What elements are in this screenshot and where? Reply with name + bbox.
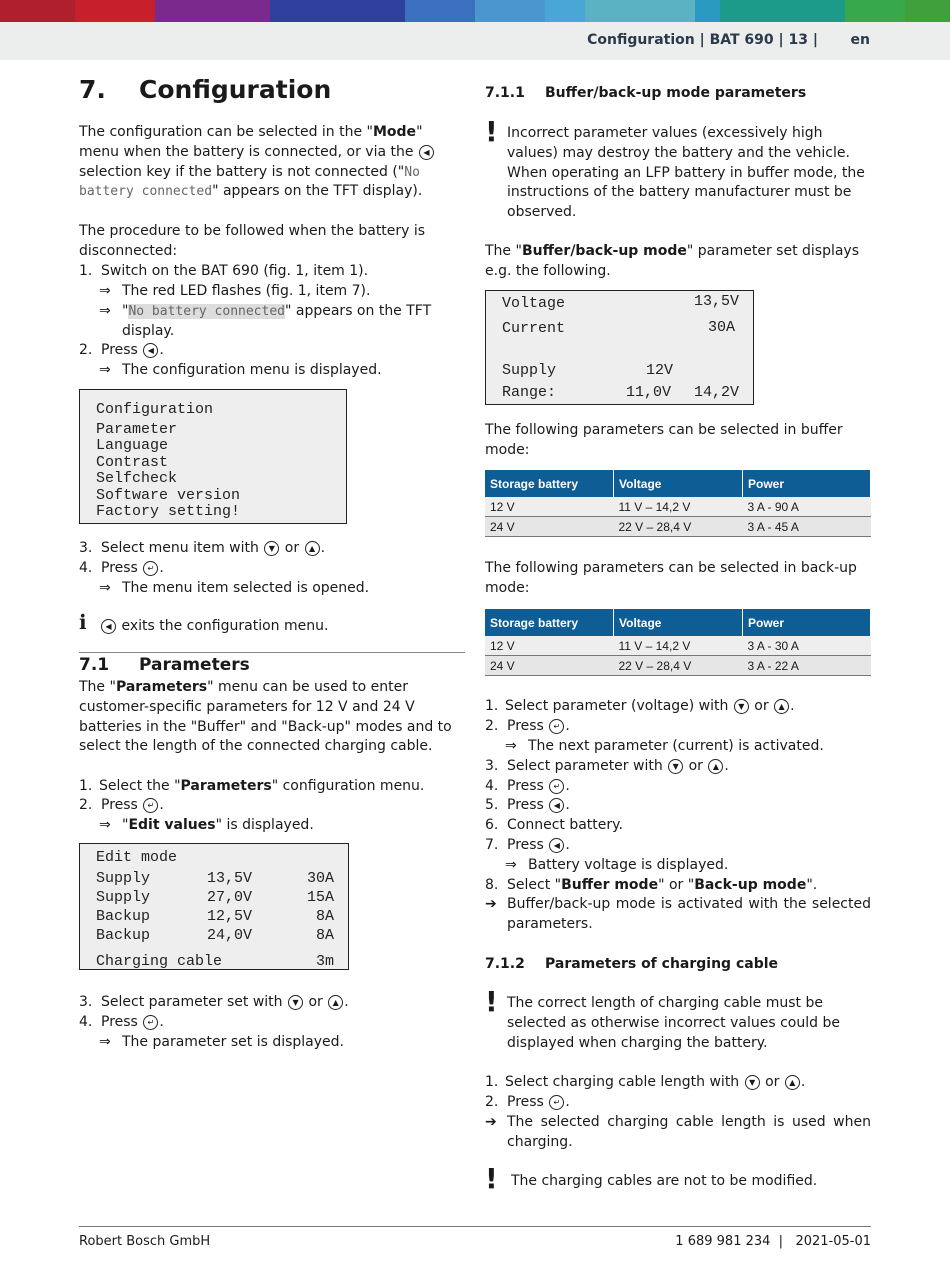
section-divider [79,652,465,653]
table-header: Voltage [614,470,743,497]
up-key-icon: ▲ [785,1075,800,1090]
step-1-result-a: ⇒ The red LED flashes (fig. 1, item 7). [99,283,371,299]
warning-icon: ! [485,115,498,148]
table-header-row [485,470,871,497]
warning-2: The correct length of charging cable must be selected as otherwise incorrect values could be displayed when charging the battery. [507,995,840,1051]
warning-3: The charging cables are not to be modified. [511,1173,818,1189]
up-key-icon: ▲ [328,995,343,1010]
header-language: en [850,32,870,48]
down-key-icon: ▼ [288,995,303,1010]
table-row: 12 V 11 V – 14,2 V 3 A - 30 A [485,636,871,656]
up-key-icon: ▲ [708,759,723,774]
table-header-row [485,609,871,636]
buffer-step-2-result: ⇒ The next parameter (current) is activated. [505,738,824,754]
enter-key-icon: ↵ [549,1095,564,1110]
back-key-icon: ◀ [143,343,158,358]
up-key-icon: ▲ [774,699,789,714]
back-key-icon: ◀ [101,619,116,634]
chapter-number: 7. [79,75,106,104]
warning-icon: ! [485,985,498,1018]
footer-doc-info: 1 689 981 234 | 2021-05-01 [675,1234,871,1249]
warning-icon: ! [485,1162,498,1195]
table-header: Storage battery [485,470,614,497]
table-header: Storage battery [485,609,614,636]
lcd-config-menu: Configuration Parameter Language Contrast Selfcheck Software version Factory setting! [79,389,347,524]
step-4-result: ⇒ The menu item selected is opened. [99,580,370,596]
enter-key-icon: ↵ [143,561,158,576]
table-row: 24 V 22 V – 28,4 V 3 A - 45 A [485,517,871,537]
page-header [0,22,950,60]
table-header: Voltage [614,609,743,636]
backup-params-table [485,609,871,676]
buffer-step-7-result: ⇒ Battery voltage is displayed. [505,857,729,873]
enter-key-icon: ↵ [143,798,158,813]
enter-key-icon: ↵ [143,1015,158,1030]
enter-key-icon: ↵ [549,779,564,794]
info-icon: ℹ [79,610,87,634]
display-intro: The "Buffer/back-up mode" parameter set displays e.g. the following. [485,243,860,279]
warning-1: Incorrect parameter values (excessively high values) may destroy the battery and the vehicle. When operating an LFP battery in buffer mode, the instructions of the battery manufacturer must be observed. [507,125,865,221]
footer-divider [79,1226,871,1227]
down-key-icon: ▼ [264,541,279,556]
step-1-result-b: ⇒ "No battery connected" appears on the TFT display. [99,303,432,339]
lcd-edit-mode: Edit mode Supply 13,5V 30A Supply 27,0V 15A Backup 12,5V 8A Backup 24,0V 8A Charging cable 3m [79,843,349,970]
back-key-icon: ◀ [549,798,564,813]
buffer-intro: The following parameters can be selected in buffer mode: [485,422,843,458]
back-key-icon: ◀ [549,838,564,853]
param-step-2-result: ⇒ "Edit values" is displayed. [99,817,314,833]
table-row: 24 V 22 V – 28,4 V 3 A - 22 A [485,656,871,676]
step-2-result: ⇒ The configuration menu is displayed. [99,362,382,378]
lcd-buffer-mode: Voltage 13,5V Current 30A Supply 12V Range: 11,0V 14,2V [485,290,754,405]
procedure-intro: The procedure to be followed when the battery is disconnected: [79,223,426,259]
table-row: 12 V 11 V – 14,2 V 3 A - 90 A [485,497,871,517]
brand-color-bar [0,0,950,22]
enter-key-icon: ↵ [549,719,564,734]
table-header: Power [743,470,871,497]
table-header: Power [743,609,871,636]
down-key-icon: ▼ [734,699,749,714]
buffer-params-table [485,470,871,537]
chapter-title: Configuration [139,75,332,104]
header-title: Configuration | BAT 690 | 13 | [587,32,818,48]
back-key-icon: ◀ [419,145,434,160]
footer-company: Robert Bosch GmbH [79,1234,211,1249]
section-intro: The "Parameters" menu can be used to enter customer-specific parameters for 12 V and 24 V batteries in the "Buffer" and "Back-up" modes and to select the length of the connected charging cable. [79,679,452,755]
intro-paragraph: The configuration can be selected in the "Mode" menu when the battery is connected, or via the ◀ selection key if the battery is not connected ("No battery connected" appears on the TFT display). [79,123,465,202]
param-step-4-result: ⇒ The parameter set is displayed. [99,1034,344,1050]
backup-intro: The following parameters can be selected in back-up mode: [485,560,857,596]
down-key-icon: ▼ [668,759,683,774]
result-arrow-icon: ➔ [485,1114,497,1130]
result-arrow-icon: ➔ [485,896,497,912]
down-key-icon: ▼ [745,1075,760,1090]
up-key-icon: ▲ [305,541,320,556]
